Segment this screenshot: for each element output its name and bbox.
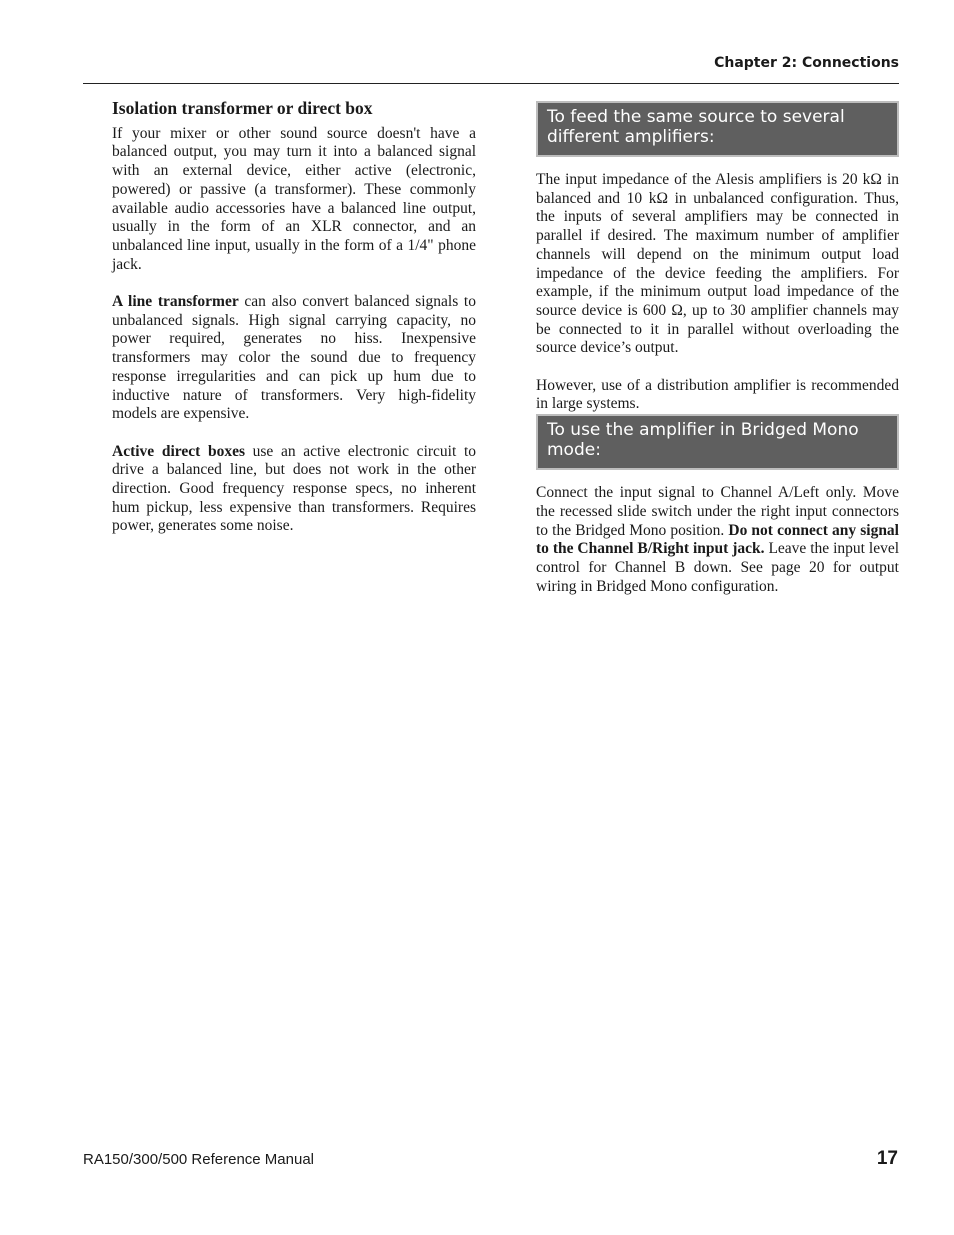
chapter-heading: Chapter 2: Connections — [714, 55, 899, 71]
text-direct-box: use an active electronic circuit to drive a balanced line, but does not work in the other direction. — [112, 442, 476, 498]
pros-line-transformer: High signal carrying capacity, no power required, generates no hiss. — [112, 311, 476, 348]
right-column — [536, 101, 899, 596]
page-number: 17 — [876, 1148, 898, 1169]
cons-line-transformer: Inexpensive transformers may color the sound due to frequency response irregularities and can pick up hum due to inductive nature of transformers. Very high-fidelity models are expensive. — [112, 330, 477, 423]
text-line-transformer: can also convert balanced signals to unbalanced signals. — [112, 293, 476, 329]
warning-bridged: Do not connect any signal to the Channel B/Right input jack. — [536, 521, 899, 558]
pros-direct-box: Good frequency response specs, no inherent hum pickup, less expensive than transformers. — [112, 480, 477, 516]
text-bridged-1: Connect the input signal to Channel A/Left only. Move the recessed slide switch under the right input connectors to the Bridged Mono position. — [536, 484, 899, 539]
paragraph-direct-box — [112, 443, 476, 537]
term-line-transformer: A line transformer — [112, 293, 239, 311]
paragraph-intro: If your mixer or other sound source doesn't have a balanced output, you may turn it into a balanced signal with an external device, either active (electronic, powered) or passive (a transformer). These commonly available audio accessories have a balanced line output, usually in the form of an XLR connector, and an unbalanced line input, usually in the form of a 1/4" phone jack. — [112, 124, 476, 273]
paragraph-bridged — [536, 484, 899, 596]
paragraph-line-transformer — [112, 293, 476, 424]
text-bridged-2: Leave the input level control for Channel B down. See page 20 for output wiring in Bridged Mono configuration. — [536, 540, 900, 595]
term-direct-box: Active direct boxes — [112, 442, 245, 460]
heading-bar-bridged: To use the amplifier in Bridged Mono mode: — [536, 414, 899, 470]
footer-manual-title: RA150/300/500 Reference Manual — [83, 1151, 314, 1168]
section-title-isolation: Isolation transformer or direct box — [112, 98, 373, 118]
cons-direct-box: Requires power, generates some noise. — [112, 498, 476, 535]
paragraph-distribution: However, use of a distribution amplifier is recommended in large systems. — [536, 376, 899, 413]
paragraph-input-impedance: The input impedance of the Alesis amplifiers is 20 kΩ in balanced and 10 kΩ in unbalanced configuration. Thus, the inputs of several amplifiers may be connected in parallel if desired. The maximum number of amplifier channels will depend on the minimum output load impedance of the device feeding the amplifiers. For example, if the minimum output load impedance of the source device is 600 Ω, up to 30 amplifier channels may be connected to it in parallel without overloading the source device’s output. — [536, 171, 899, 357]
heading-bar-feed: To feed the same source to several different amplifiers: — [536, 101, 899, 157]
left-column — [112, 99, 476, 536]
header-divider — [83, 83, 899, 84]
